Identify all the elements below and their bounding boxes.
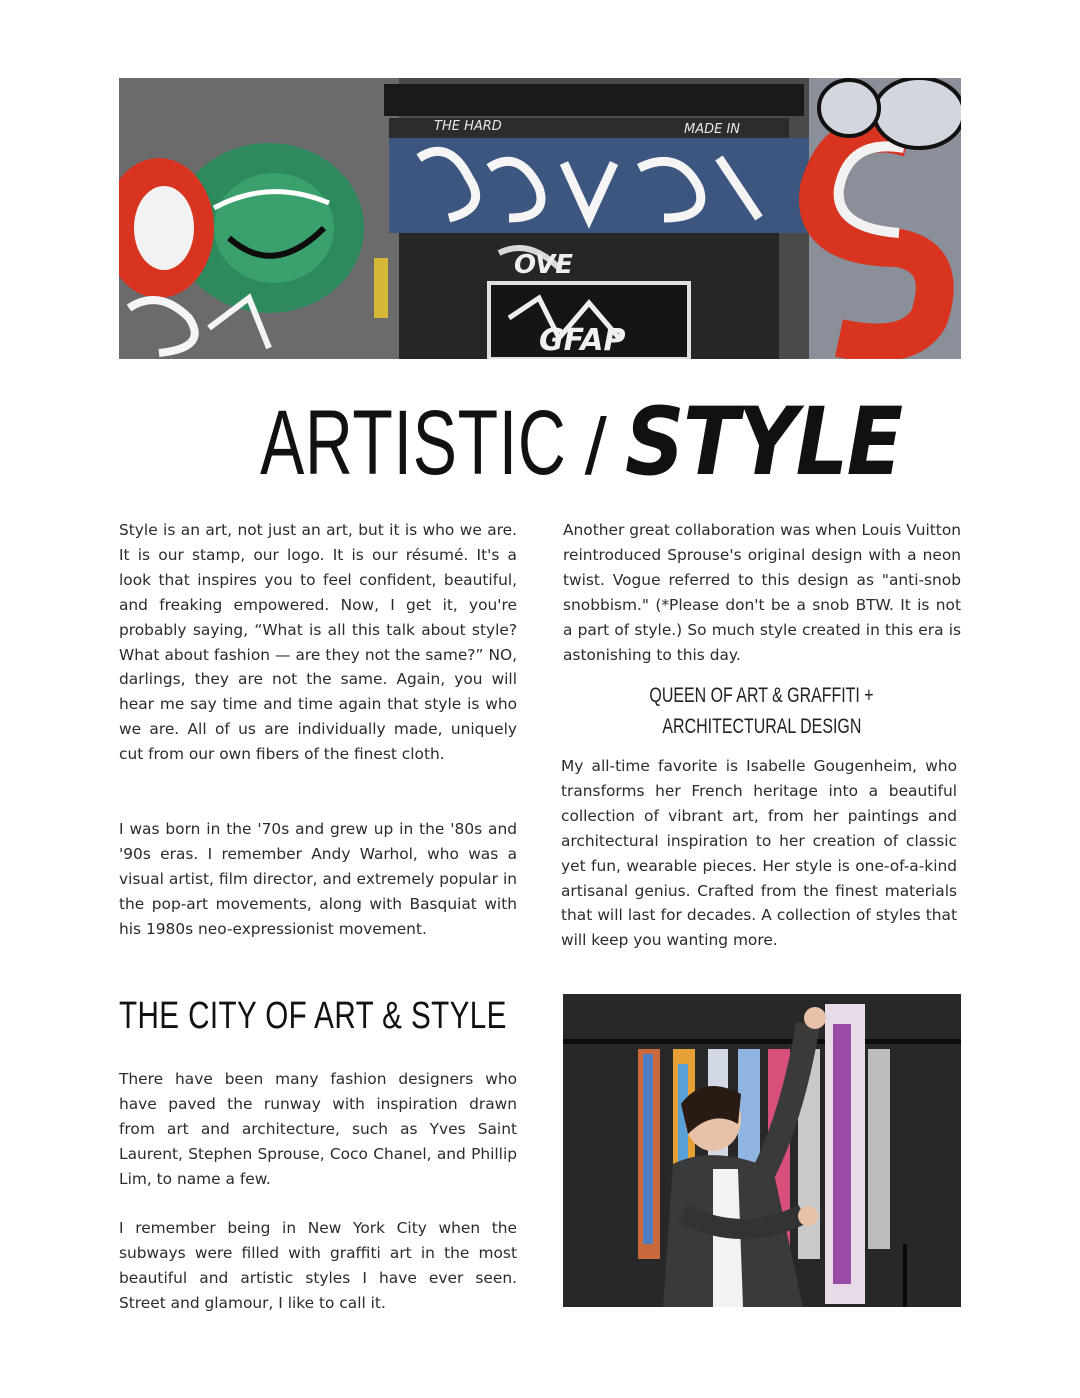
city-paragraph-1: There have been many fashion designers who have paved the runway with inspiration drawn from art and architecture, such as Yves Saint Laurent, Stephen Sprouse, Coco Chanel, and Phillip Lim, to name a few. [119, 1070, 517, 1188]
graffiti-tag-bottom: GFAP [539, 323, 626, 358]
designer-scarves-photo [563, 994, 961, 1307]
intro-paragraph-2: I was born in the '70s and grew up in the '80s and '90s eras. I remember Andy Warhol, who was a visual artist, film director, and extremely popular in the pop-art movements, along with Basquiat with his 1980s neo-expressionist movement. [119, 820, 517, 938]
collaboration-paragraph: Another great collaboration was when Louis Vuitton reintroduced Sprouse's original design with a neon twist. Vogue referred to this design as "anti-snob snobbism." (*Please don't be a snob BTW. It is not a part of style.) So much style created in this era is astonishing to this day. [563, 521, 961, 664]
intro-paragraph-1: Style is an art, not just an art, but it is who we are. It is our stamp, our logo. It is our résumé. It's a look that inspires you to feel confident, beautiful, and freaking empowered. Now, I get it, you're probably saying, “What is all this talk about style? What about fashion — are they not the same?” NO, darlings, they are not the same. Again, you will hear me say time and time again that style is who we are. All of us are individually made, uniquely cut from our own fibers of the finest cloth. [119, 521, 517, 764]
section-heading-queen [563, 680, 961, 742]
graffiti-tag-made: MADE IN [684, 122, 741, 137]
city-paragraph-2: I remember being in New York City when the subways were filled with graffiti art in the most beautiful and artistic styles I have ever seen. Street and glamour, I like to call it. [119, 1219, 517, 1312]
title-style: STYLE [624, 388, 902, 497]
page-title [119, 388, 961, 498]
queen-heading-line-2: ARCHITECTURAL DESIGN [662, 715, 862, 738]
hero-graffiti-image [119, 78, 961, 359]
graffiti-tag-mid: OVE [514, 250, 574, 280]
queen-heading-line-1: QUEEN OF ART & GRAFFITI + [649, 684, 875, 707]
graffiti-tag-top: THE HARD [434, 119, 502, 134]
favorite-paragraph: My all-time favorite is Isabelle Gougenheim, who transforms her French heritage into a beautiful collection of vibrant art, from her paintings and architectural inspiration to her creation of classic yet fun, wearable pieces. Her style is one-of-a-kind artisanal genius. Crafted from the finest materials that will last for decades. A collection of styles that will keep you wanting more. [561, 757, 957, 950]
title-separator: / [584, 402, 607, 491]
section-heading-city: THE CITY OF ART & STYLE [119, 995, 507, 1037]
title-artistic: ARTISTIC [260, 392, 567, 494]
